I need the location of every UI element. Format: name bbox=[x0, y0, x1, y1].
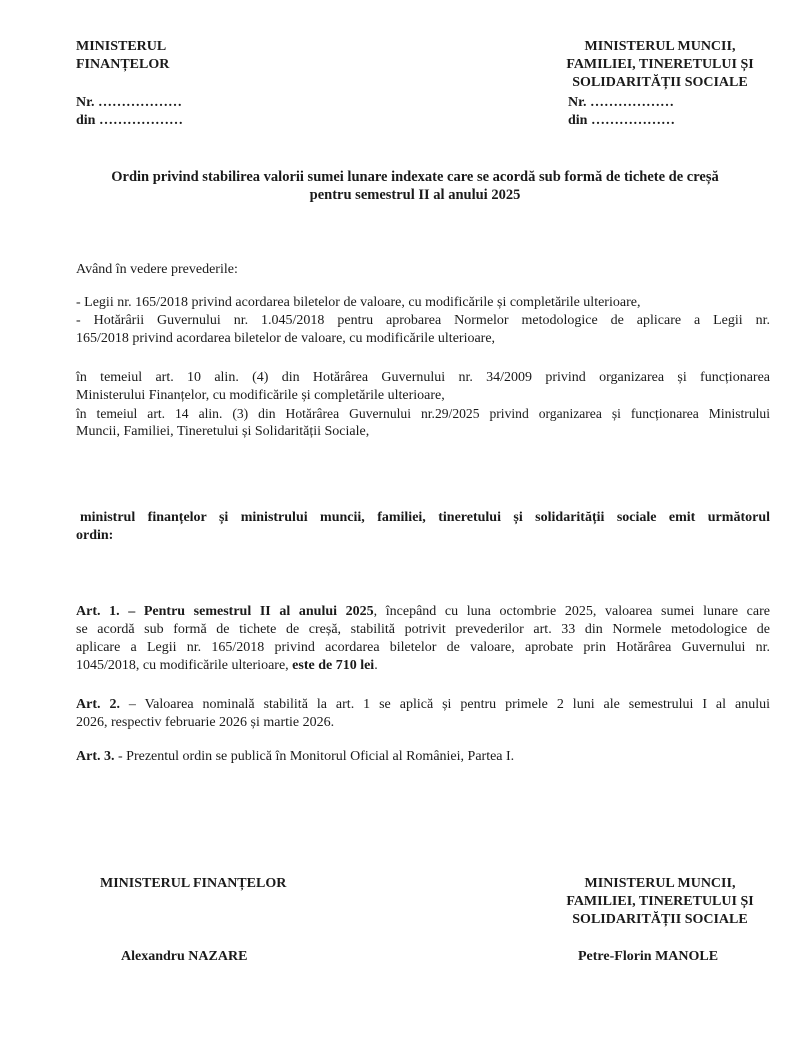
article-1-line1 bbox=[76, 603, 770, 621]
article-3-line1 bbox=[76, 748, 514, 766]
header-left-nr-field: Nr. ……………… bbox=[76, 95, 183, 110]
header-right-nr-field: Nr. ……………… bbox=[568, 95, 675, 110]
signature-left-name: Alexandru NAZARE bbox=[121, 949, 248, 964]
article-1-bold-lead: – Pentru semestrul II al anului 2025 bbox=[119, 604, 374, 619]
signature-left-ministry: MINISTERUL FINANȚELOR bbox=[100, 876, 287, 891]
article-1-line4-start: 1045/2018, cu modificările ulterioare, bbox=[76, 658, 293, 673]
article-2-line1 bbox=[76, 696, 770, 714]
legal-basis-2-line2: Muncii, Familiei, Tineretului și Solidarității Sociale, bbox=[76, 424, 370, 439]
article-1-line1-rest: , începând cu luna octombrie 2025, valoarea sumei lunare care bbox=[373, 604, 770, 619]
article-1-label: Art. 1. bbox=[76, 604, 120, 619]
signature-right-name: Petre-Florin MANOLE bbox=[578, 949, 719, 964]
signature-right-ministry-line3: SOLIDARITĂȚII SOCIALE bbox=[572, 912, 748, 927]
title-line2: pentru semestrul II al anului 2025 bbox=[309, 187, 521, 203]
article-2-label: Art. 2. bbox=[76, 697, 120, 712]
article-2-line1-rest: – Valoarea nominală stabilită la art. 1 se aplică și pentru primele 2 luni ale semestrului I al anului bbox=[119, 697, 770, 712]
header-left-ministry-line1: MINISTERUL bbox=[76, 39, 167, 54]
issuance-line2: ordin: bbox=[76, 528, 114, 543]
header-right-ministry-line1: MINISTERUL MUNCII, bbox=[584, 39, 736, 54]
header-right-ministry-line2: FAMILIEI, TINERETULUI ȘI bbox=[566, 57, 754, 72]
title-line1: Ordin privind stabilirea valorii sumei lunare indexate care se acordă sub formă de tichete de creșă bbox=[111, 169, 719, 185]
preamble-intro: Având în vedere prevederile: bbox=[76, 262, 238, 277]
article-1-line3: aplicare a Legii nr. 165/2018 privind acordarea biletelor de valoare, aprobate prin Hotărârea Guvernului nr. bbox=[76, 640, 770, 655]
legal-basis-1-line1: în temeiul art. 10 alin. (4) din Hotărârea Guvernului nr. 34/2009 privind organizarea și funcționarea bbox=[76, 370, 770, 385]
preamble-bullet-law: - Legii nr. 165/2018 privind acordarea biletelor de valoare, cu modificările și completările ulterioare, bbox=[76, 295, 641, 310]
article-1-line4 bbox=[76, 657, 378, 675]
preamble-bullet-hg-line1: - Hotărârii Guvernului nr. 1.045/2018 pentru aprobarea Normelor metodologice de aplicare a Legii nr. bbox=[76, 313, 770, 328]
header-left-ministry-line2: FINANȚELOR bbox=[76, 57, 170, 72]
article-1-amount: este de 710 lei bbox=[292, 658, 375, 673]
article-3-text: - Prezentul ordin se publică în Monitorul Oficial al României, Partea I. bbox=[114, 749, 515, 764]
article-2-line2: 2026, respectiv februarie 2026 și martie 2026. bbox=[76, 715, 335, 730]
article-1-line4-end: . bbox=[374, 658, 378, 673]
article-3-label: Art. 3. bbox=[76, 749, 115, 764]
legal-basis-2-line1: în temeiul art. 14 alin. (3) din Hotărârea Guvernului nr.29/2025 privind organizarea și funcționarea Ministrului bbox=[76, 406, 770, 421]
header-right-din-field: din ……………… bbox=[568, 113, 675, 128]
issuance-line1: ministrul finanțelor și ministrului muncii, familiei, tineretului și solidarității sociale emit următorul bbox=[80, 510, 770, 525]
signature-right-ministry-line2: FAMILIEI, TINERETULUI ȘI bbox=[566, 894, 754, 909]
header-left-din-field: din ……………… bbox=[76, 113, 183, 128]
article-1-line2: se acordă sub formă de tichete de creșă, stabilită potrivit prevederilor art. 33 din Normele metodologice de bbox=[76, 622, 770, 637]
signature-right-ministry-line1: MINISTERUL MUNCII, bbox=[584, 876, 736, 891]
legal-basis-1-line2: Ministerului Finanțelor, cu modificările și completările ulterioare, bbox=[76, 388, 445, 403]
header-right-ministry-line3: SOLIDARITĂȚII SOCIALE bbox=[572, 75, 748, 90]
preamble-bullet-hg-line2: 165/2018 privind acordarea biletelor de valoare, cu modificările ulterioare, bbox=[76, 331, 496, 346]
